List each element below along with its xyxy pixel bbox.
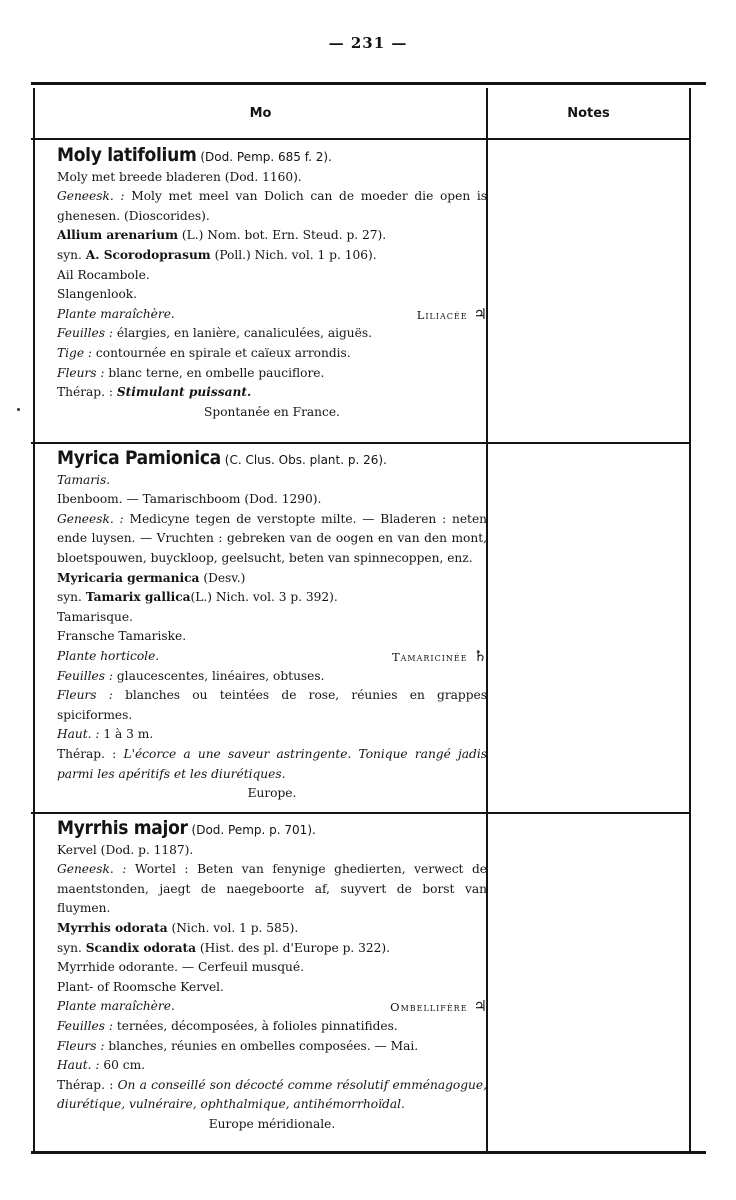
- column-header-main: Mo: [249, 105, 272, 121]
- synonym-name: A. Scorodoprasum: [85, 247, 211, 262]
- entry-line: Ibenboom. — Tamarischboom (Dod. 1290).: [57, 492, 322, 507]
- entry-title-reference: (Dod. Pemp. p. 701).: [191, 823, 316, 837]
- entry-title-reference: (Dod. Pemp. 685 f. 2).: [200, 150, 332, 164]
- fleurs-text: blanc terne, en ombelle pauciflore.: [108, 365, 325, 380]
- feuilles-text: élargies, en lanière, canaliculées, aiguës.: [116, 326, 372, 341]
- feuilles-text: glaucescentes, linéaires, obtuses.: [116, 668, 325, 683]
- entry-line: Tamaris.: [57, 472, 111, 487]
- column-header-notes: Notes: [567, 105, 610, 121]
- plant-type: Plante maraîchère.: [57, 999, 175, 1014]
- haut-text: 60 cm.: [103, 1058, 146, 1073]
- fleurs-text: blanches ou teintées de rose, réunies en grappes spiciformes.: [57, 688, 488, 722]
- synonym-name: Allium arenarium: [57, 228, 178, 243]
- common-name: Tamarisque.: [57, 609, 133, 624]
- origin: Europe.: [247, 786, 297, 801]
- synonym-name: Myricaria germanica: [57, 570, 200, 585]
- feuilles-label: Feuilles :: [57, 326, 113, 341]
- plant-type: Plante horticole.: [57, 648, 160, 663]
- geneesk-label: Geneesk. :: [57, 862, 127, 877]
- shrub-symbol-icon: ♄: [473, 646, 487, 665]
- header-rule: [31, 138, 691, 140]
- family-name: Tamaricinée: [391, 649, 468, 664]
- common-name: Plant- of Roomsche Kervel.: [57, 979, 224, 994]
- family-name: Ombellifère: [390, 1000, 468, 1015]
- plant-type: Plante maraîchère.: [57, 306, 175, 321]
- syn-prefix: syn.: [57, 940, 82, 955]
- entry-line: Moly met breede bladeren (Dod. 1160).: [57, 169, 302, 184]
- fleurs-label: Fleurs :: [57, 688, 113, 703]
- entry-moly-latifolium: [57, 146, 487, 422]
- entry-title-reference: (C. Clus. Obs. plant. p. 26).: [224, 453, 387, 467]
- margin-speck: [17, 408, 20, 411]
- synonym-name: Myrrhis odorata: [57, 920, 168, 935]
- entry-title: Moly latifolium: [57, 144, 197, 166]
- bottom-rule: [31, 1151, 706, 1154]
- perennial-symbol-icon: ♃: [473, 304, 487, 323]
- synonym-reference: (Hist. des pl. d'Europe p. 322).: [199, 940, 391, 955]
- geneesk-text: Medicyne tegen de verstopte milte. — Bladeren : neten ende luysen. — Vruchten : gebreken van de oogen en van den mont, bloetspouwen, buyckloop, geelsucht, beten van spinnecoppen, enz.: [57, 511, 488, 565]
- feuilles-label: Feuilles :: [57, 1018, 113, 1033]
- haut-label: Haut. :: [57, 727, 100, 742]
- fleurs-text: blanches, réunies en ombelles composées. — Mai.: [108, 1038, 419, 1053]
- origin: Europe méridionale.: [208, 1116, 336, 1131]
- tige-text: contournée en spirale et caïeux arrondis.: [95, 345, 351, 360]
- entry-line: Kervel (Dod. p. 1187).: [57, 842, 194, 857]
- entry-myrrhis-major: [57, 819, 487, 1135]
- feuilles-text: ternées, décomposées, à folioles pinnatifides.: [116, 1018, 398, 1033]
- entry-title: Myrica Pamionica: [57, 447, 221, 469]
- geneesk-label: Geneesk. :: [57, 511, 124, 526]
- synonym-reference: (Desv.): [203, 570, 246, 585]
- common-name: Ail Rocambole.: [57, 267, 150, 282]
- top-rule: [31, 82, 706, 85]
- therap-text: L'écorce a une saveur astringente. Tonique rangé jadis parmi les apéritifs et les diurétiques.: [57, 746, 488, 781]
- therap-label: Thérap. :: [57, 746, 117, 761]
- synonym-reference: (L.) Nom. bot. Ern. Steud. p. 27).: [181, 228, 387, 243]
- common-name: Fransche Tamariske.: [57, 629, 187, 644]
- geneesk-label: Geneesk. :: [57, 189, 125, 204]
- family-name: Liliacée: [416, 307, 468, 322]
- separator-2: [31, 812, 691, 814]
- therap-text: On a conseillé son décocté comme résolutif emménagogue, diurétique, vulnéraire, ophthalmique, antihémorrhoïdal.: [57, 1077, 487, 1112]
- synonym-reference: (L.) Nich. vol. 3 p. 392).: [190, 590, 338, 605]
- therap-label: Thérap. :: [57, 385, 113, 400]
- table-frame: [31, 82, 706, 1154]
- left-border: [33, 88, 35, 1151]
- synonym-name: Scandix odorata: [85, 940, 197, 955]
- entry-myrica-pamionica: [57, 449, 487, 804]
- separator-1: [31, 442, 691, 444]
- common-name: Myrrhide odorante. — Cerfeuil musqué.: [57, 960, 304, 975]
- fleurs-label: Fleurs :: [57, 365, 105, 380]
- geneesk-text: Moly met meel van Dolich can de moeder die open is ghenesen. (Dioscorides).: [57, 189, 488, 223]
- synonym-reference: (Poll.) Nich. vol. 1 p. 106).: [214, 247, 377, 262]
- haut-label: Haut. :: [57, 1058, 100, 1073]
- common-name: Slangenlook.: [57, 287, 138, 302]
- fleurs-label: Fleurs :: [57, 1038, 105, 1053]
- tige-label: Tige :: [57, 345, 93, 360]
- feuilles-label: Feuilles :: [57, 668, 113, 683]
- synonym-name: Tamarix gallica: [85, 590, 191, 605]
- perennial-symbol-icon: ♃: [473, 997, 487, 1016]
- haut-text: 1 à 3 m.: [103, 727, 154, 742]
- therap-label: Thérap. :: [57, 1077, 114, 1092]
- syn-prefix: syn.: [57, 247, 82, 262]
- therap-text: Stimulant puissant.: [116, 385, 252, 400]
- origin: Spontanée en France.: [204, 404, 340, 419]
- entry-title: Myrrhis major: [57, 817, 188, 839]
- syn-prefix: syn.: [57, 590, 82, 605]
- page-number: — 231 —: [328, 34, 408, 52]
- right-border: [689, 88, 691, 1151]
- synonym-reference: (Nich. vol. 1 p. 585).: [171, 920, 299, 935]
- geneesk-text: Wortel : Beten van fenynige ghedierten, verwect de maentstonden, jaegt de naegeboorte af, suyvert de borst van fluymen.: [57, 862, 488, 916]
